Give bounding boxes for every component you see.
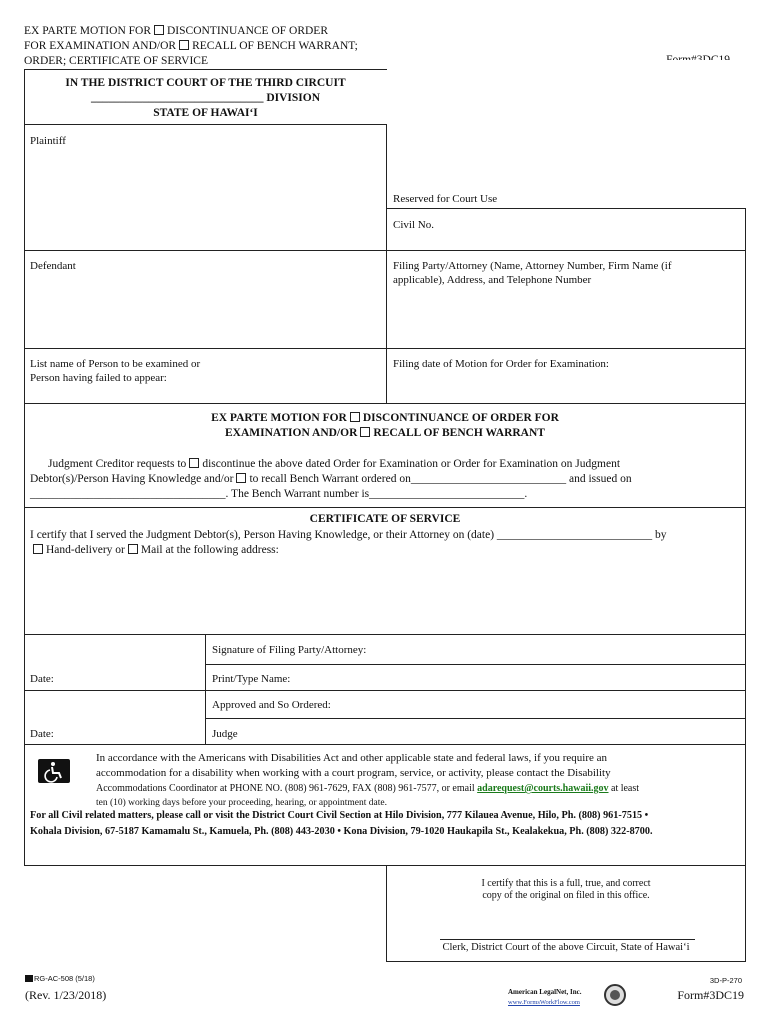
divider bbox=[24, 634, 746, 635]
civil-contact bbox=[30, 808, 744, 840]
checkbox-icon[interactable] bbox=[179, 40, 189, 50]
checkbox-icon[interactable] bbox=[189, 458, 199, 468]
divider bbox=[205, 664, 746, 665]
motion-text: to recall Bench Warrant ordered on___________________________ and issued on bbox=[249, 473, 632, 485]
court-state: STATE OF HAWAI‘I bbox=[153, 107, 258, 119]
person-label bbox=[30, 357, 200, 385]
checkbox-icon[interactable] bbox=[360, 427, 370, 437]
wheelchair-icon bbox=[38, 759, 70, 783]
ada-text: ten (10) working days before your proceeding, hearing, or appointment date. bbox=[96, 798, 387, 808]
legalnet-url[interactable]: www.FormsWorkFlow.com bbox=[508, 999, 580, 1006]
footer-form-number: Form#3DC19 bbox=[677, 988, 744, 1002]
ada-text: at least bbox=[611, 783, 640, 794]
certificate-body bbox=[30, 528, 744, 558]
ada-text: Accommodations Coordinator at PHONE NO. (808) 961-7629, FAX (808) 961-7577, or email bbox=[96, 783, 475, 794]
ada-notice bbox=[96, 751, 746, 811]
mail-label: Mail at the following address: bbox=[140, 544, 279, 556]
judge-label: Judge bbox=[212, 728, 238, 740]
ada-text: In accordance with the Americans with Disabilities Act and other applicable state and federal laws, if you require an bbox=[96, 752, 608, 764]
filing-date-label: Filing date of Motion for Order for Examination: bbox=[393, 358, 609, 370]
civil-no-label: Civil No. bbox=[393, 219, 434, 231]
divider bbox=[386, 208, 746, 209]
motion-text: discontinue the above dated Order for Examination or Order for Examination on Judgment bbox=[202, 458, 621, 470]
divider bbox=[24, 507, 746, 508]
checkbox-icon[interactable] bbox=[33, 544, 43, 554]
title-text: ORDER; CERTIFICATE OF SERVICE bbox=[24, 55, 208, 67]
person-label-line: Person having failed to appear: bbox=[30, 372, 167, 384]
divider bbox=[386, 124, 387, 404]
title-text: RECALL OF BENCH WARRANT; bbox=[192, 40, 358, 52]
motion-text: Debtor(s)/Person Having Knowledge and/or bbox=[30, 473, 234, 485]
divider bbox=[24, 403, 746, 404]
ada-text: accommodation for a disability when working with a court program, service, or activity, please contact the Disability bbox=[96, 767, 611, 779]
motion-title-text: DISCONTINUANCE OF ORDER FOR bbox=[362, 412, 559, 424]
logo-center bbox=[610, 990, 620, 1000]
rg-text: RG-AC-508 (5/18) bbox=[34, 974, 95, 983]
motion-body bbox=[30, 457, 740, 502]
civil-contact-line: Kohala Division, 67-5187 Kamamalu St., Kamuela, Ph. (808) 443-2030 • Kona Division, 79-1020 Haukapila St., Kealakekua, Ph. (808) 322-8700. bbox=[30, 826, 653, 837]
document-icon bbox=[25, 975, 33, 982]
print-name-label: Print/Type Name: bbox=[212, 673, 291, 685]
filing-party-line: applicable), Address, and Telephone Number bbox=[393, 274, 592, 286]
divider bbox=[386, 961, 746, 962]
motion-title-text: RECALL OF BENCH WARRANT bbox=[373, 427, 545, 439]
certify-text bbox=[386, 878, 746, 902]
court-line: IN THE DISTRICT COURT OF THE THIRD CIRCUIT bbox=[65, 77, 346, 89]
date-label: Date: bbox=[30, 728, 54, 740]
checkbox-icon[interactable] bbox=[128, 544, 138, 554]
revision-date: (Rev. 1/23/2018) bbox=[25, 988, 107, 1002]
title-text: DISCONTINUANCE OF ORDER bbox=[167, 25, 329, 37]
divider bbox=[24, 348, 746, 349]
checkbox-icon[interactable] bbox=[350, 412, 360, 422]
motion-text: Judgment Creditor requests to bbox=[48, 458, 187, 470]
legalnet-badge bbox=[508, 984, 628, 1010]
title-text: EX PARTE MOTION FOR bbox=[24, 25, 151, 37]
rg-code bbox=[25, 974, 95, 983]
approved-label: Approved and So Ordered: bbox=[212, 699, 331, 711]
motion-text: __________________________________. The Bench Warrant number is___________________________. bbox=[30, 488, 528, 500]
divider bbox=[745, 208, 746, 404]
blank-area bbox=[387, 60, 757, 188]
divider bbox=[205, 718, 746, 719]
divider bbox=[24, 744, 746, 745]
certificate-text: I certify that I served the Judgment Debtor(s), Person Having Knowledge, or their Attorney on (date) ___________________________ by bbox=[30, 529, 667, 541]
clerk-signature-line bbox=[440, 939, 695, 940]
defendant-label: Defendant bbox=[30, 260, 76, 272]
person-label-line: List name of Person to be examined or bbox=[30, 358, 201, 370]
plaintiff-label: Plaintiff bbox=[30, 135, 66, 147]
divider bbox=[24, 124, 387, 125]
motion-title bbox=[24, 411, 746, 441]
signature-label: Signature of Filing Party/Attorney: bbox=[212, 644, 367, 656]
divider bbox=[24, 250, 746, 251]
motion-title-text: EXAMINATION AND/OR bbox=[225, 427, 358, 439]
filing-party-label bbox=[393, 259, 671, 287]
ada-email-link[interactable]: adarequest@courts.hawaii.gov bbox=[477, 783, 609, 794]
divider bbox=[205, 634, 206, 744]
legalnet-logo-icon bbox=[604, 984, 626, 1006]
certify-line: copy of the original on filed in this office. bbox=[482, 890, 650, 901]
form-title bbox=[24, 24, 358, 69]
motion-title-text: EX PARTE MOTION FOR bbox=[211, 412, 347, 424]
divider bbox=[24, 690, 746, 691]
blank-area bbox=[740, 60, 760, 208]
date-label: Date: bbox=[30, 673, 54, 685]
hand-delivery-label: Hand-delivery or bbox=[46, 544, 125, 556]
legalnet-name: American LegalNet, Inc. bbox=[508, 988, 582, 996]
checkbox-icon[interactable] bbox=[236, 473, 246, 483]
title-text: FOR EXAMINATION AND/OR bbox=[24, 40, 177, 52]
filing-party-line: Filing Party/Attorney (Name, Attorney Number, Firm Name (if bbox=[393, 260, 672, 272]
footer-code: 3D-P-270 bbox=[709, 976, 742, 985]
clerk-label: Clerk, District Court of the above Circuit, State of Hawai‘i bbox=[442, 942, 690, 953]
court-heading bbox=[24, 76, 387, 121]
certify-line: I certify that this is a full, true, and correct bbox=[481, 878, 651, 889]
court-division: ______________________________ DIVISION bbox=[90, 92, 321, 104]
certificate-title: CERTIFICATE OF SERVICE bbox=[309, 513, 461, 525]
civil-contact-line: For all Civil related matters, please call or visit the District Court Civil Section at Hilo Division, 777 Kilauea Avenue, Hilo, Ph. (808) 961-7515 • bbox=[30, 810, 649, 821]
checkbox-icon[interactable] bbox=[154, 25, 164, 35]
reserved-label: Reserved for Court Use bbox=[393, 193, 498, 205]
